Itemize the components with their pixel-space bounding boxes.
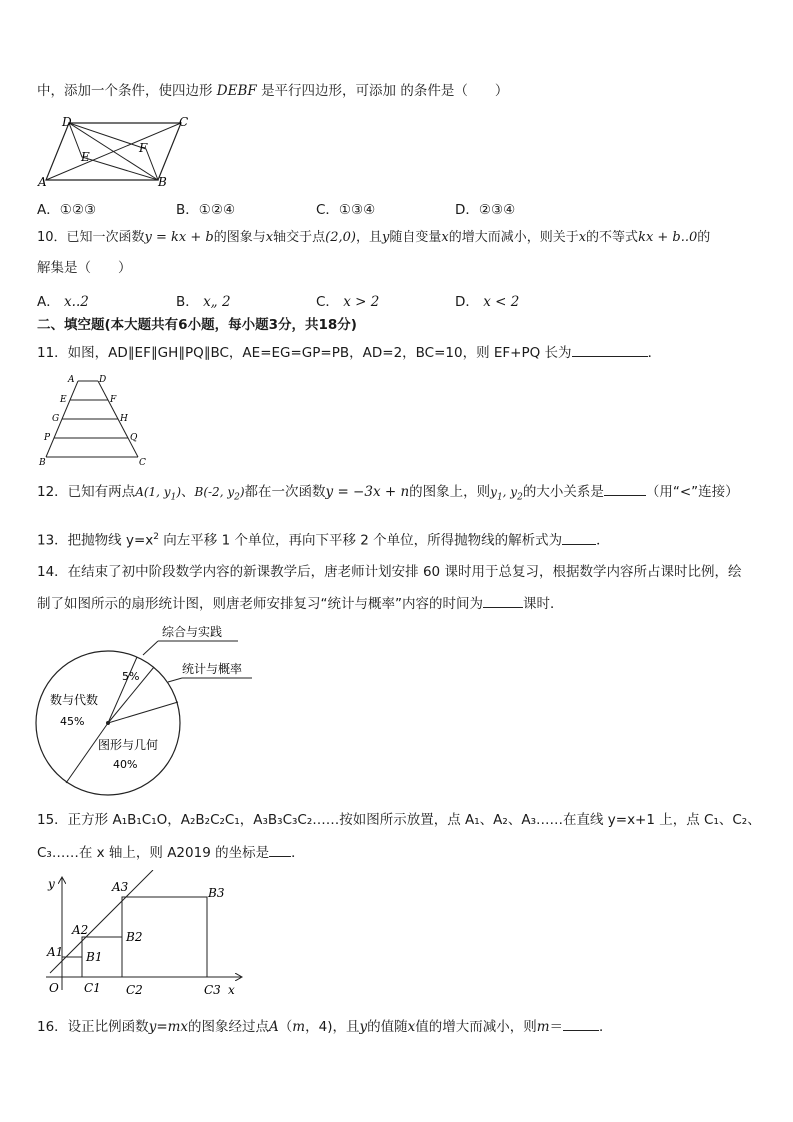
- pie-divider-4: [66, 723, 108, 783]
- label-a2: A2: [72, 923, 89, 937]
- q16-answer-blank[interactable]: [563, 1016, 599, 1031]
- q16-b: 的图象经过点: [188, 1019, 270, 1035]
- q10-opt-a-math: x..2: [64, 294, 89, 310]
- q12-p2s: 2: [234, 492, 240, 503]
- pie-divider-3: [108, 702, 178, 723]
- q12-vcomma: , y: [502, 485, 518, 499]
- label-b3: B3: [208, 886, 225, 900]
- q13-stem: [37, 528, 610, 550]
- label-g: G: [52, 414, 60, 424]
- q10-y1: y: [381, 230, 390, 245]
- sector-label-practice: 综合与实践: [162, 625, 223, 639]
- q10-option-b: [176, 290, 231, 310]
- label-a: A: [68, 375, 75, 385]
- label-c3: C3: [204, 983, 221, 997]
- label-q: Q: [130, 433, 138, 443]
- sector-pct-practice: 5%: [122, 670, 140, 683]
- q12-e: （用“<”连接）: [645, 484, 739, 500]
- q14-line2: [37, 593, 564, 613]
- q14-pie-chart: [30, 620, 280, 805]
- q12-func: y = −3x + n: [325, 484, 410, 500]
- sector-pct-geometry: 40%: [113, 758, 138, 771]
- square-1: [62, 957, 82, 977]
- q9-figure: [36, 112, 206, 192]
- q11-end: ．: [647, 345, 662, 361]
- q10-x2: x: [441, 230, 449, 245]
- q10-x1: x: [265, 230, 274, 245]
- q11-text: 11．如图，AD∥EF∥GH∥PQ∥BC，AE=EG=GP=PB，AD=2，BC=10，则 EF+PQ 长为: [37, 345, 572, 361]
- q12-c: 的图象上，则: [409, 484, 491, 500]
- label-b1: B1: [86, 950, 103, 964]
- q15-answer-blank[interactable]: [269, 842, 291, 857]
- q16-pt-b: （: [278, 1019, 293, 1035]
- q12-p1s: 1: [170, 492, 177, 503]
- q13-answer-blank[interactable]: [562, 530, 596, 545]
- q10-g: 的不等式: [586, 230, 639, 245]
- q10-h: 的: [697, 230, 711, 245]
- label-b: B: [158, 175, 167, 189]
- q12-v: y: [490, 485, 497, 499]
- q15-line1: 15．正方形 A₁B₁C₁O，A₂B₂C₂C₁，A₃B₃C₃C₂……按如图所示放置，点 A₁、A₂、A₃……在直线 y=x+1 上，点 C₁、C₂、: [37, 812, 761, 828]
- label-a: A: [38, 175, 47, 189]
- pie-divider-2: [108, 657, 140, 723]
- q12-vs1: 1: [496, 492, 503, 503]
- label-f: F: [110, 395, 117, 405]
- q10-option-a: [37, 290, 89, 310]
- label-f: F: [139, 141, 148, 155]
- q13-b: 向左平移 1 个单位，再向下平移 2 个单位，所得抛物线的解析式为: [159, 532, 563, 549]
- q9-stem: [37, 82, 508, 100]
- label-x: x: [228, 983, 235, 997]
- q10-stem: [37, 229, 710, 247]
- sector-label-algebra: 数与代数: [50, 693, 99, 707]
- leader-2: [168, 678, 182, 682]
- q9-option-b: B．①②④: [176, 202, 236, 218]
- q10-f: 的增大而减小，则关于: [448, 230, 579, 245]
- q9-stem-b: 是平行四边形，可添加 的条件是（ ）: [261, 83, 509, 99]
- q12-a: 12．已知有两点: [37, 484, 136, 500]
- q10-e: 随自变量: [389, 230, 442, 245]
- q14-line2a: 制了如图所示的扇形统计图，则唐老师安排复习“统计与概率”内容的时间为: [37, 596, 483, 612]
- q11-stem: [37, 342, 661, 362]
- q16-end: ．: [599, 1019, 613, 1035]
- q10-opt-b-prefix: B．: [176, 294, 199, 310]
- q16-m: m: [292, 1019, 306, 1035]
- sector-label-geometry: 图形与几何: [98, 738, 159, 752]
- q16-a: 16．设正比例函数: [37, 1019, 149, 1035]
- q9-stem-a: 中，添加一个条件，使四边形: [37, 83, 213, 99]
- q12-p1: A(1, y: [135, 485, 171, 499]
- q10-point: (2,0): [325, 230, 356, 245]
- q16-c: 的值随: [367, 1019, 408, 1035]
- q15-figure: [36, 870, 256, 1000]
- q9-option-a: A．①②③: [37, 202, 97, 218]
- label-h: H: [120, 414, 128, 424]
- q10-opt-c-prefix: C．: [316, 294, 339, 310]
- q12-d: 的大小关系是: [522, 484, 604, 500]
- q9-option-d: D．②③④: [455, 202, 516, 218]
- q12-vs2: 2: [517, 492, 523, 503]
- q13-sup: 2: [153, 532, 159, 542]
- q10-opt-d-math: x < 2: [483, 294, 520, 310]
- label-a1: A1: [47, 945, 64, 959]
- q11-figure: [36, 372, 156, 467]
- q10-a: 10．已知一次函数: [37, 230, 145, 245]
- q10-option-d: [455, 290, 519, 310]
- q16-e: ＝: [549, 1019, 564, 1035]
- label-y: y: [48, 877, 55, 891]
- q11-answer-blank[interactable]: [572, 342, 648, 357]
- q14-answer-blank[interactable]: [483, 593, 523, 608]
- q10-d: ，且: [355, 230, 382, 245]
- q10-opt-b-math: x„ 2: [203, 294, 231, 310]
- label-c: C: [139, 458, 146, 467]
- label-e: E: [81, 150, 90, 164]
- q12-p1e: ): [176, 485, 181, 499]
- q12-stem: [37, 481, 739, 506]
- line-ac: [46, 123, 181, 180]
- q9-var: DEBF: [216, 83, 257, 99]
- pie-center: [106, 721, 110, 725]
- q12-p2: B(-2, y: [194, 485, 235, 499]
- q10-opt-c-math: x > 2: [343, 294, 380, 310]
- q12-sep: 、: [181, 484, 195, 500]
- q9-option-c: C．①③④: [316, 202, 376, 218]
- q10-line2: 解集是（ ）: [37, 260, 132, 276]
- q12-p2e: ): [239, 485, 245, 499]
- section-2-title: 二、填空题(本大题共有6小题，每小题3分，共18分): [37, 317, 357, 333]
- label-c: C: [179, 115, 189, 129]
- q12-b: 都在一次函数: [244, 484, 326, 500]
- q10-func: y = kx + b: [144, 230, 214, 245]
- q12-answer-blank[interactable]: [604, 481, 646, 496]
- q13-a: 13．把抛物线 y=x: [37, 532, 154, 549]
- q15-line2a: C₃……在 x 轴上，则 A2019 的坐标是: [37, 845, 270, 861]
- q10-opt-d-prefix: D．: [455, 294, 479, 310]
- q10-c: 轴交于点: [273, 230, 326, 245]
- q16-y: y: [359, 1019, 368, 1035]
- leader-1: [143, 641, 158, 655]
- label-e: E: [60, 395, 67, 405]
- q16-func: y=mx: [148, 1019, 189, 1035]
- q16-pt-a: A: [269, 1019, 279, 1035]
- label-d: D: [62, 115, 72, 129]
- label-c1: C1: [84, 981, 101, 995]
- q16-m2: m: [536, 1019, 550, 1035]
- q10-ineq: kx + b..0: [638, 230, 698, 245]
- sector-label-statistics: 统计与概率: [182, 662, 243, 676]
- q10-b: 的图象与: [213, 230, 266, 245]
- q16-x: x: [407, 1019, 416, 1035]
- label-b: B: [39, 458, 46, 467]
- sector-pct-algebra: 45%: [60, 715, 85, 728]
- q15-line2b: ．: [291, 845, 305, 861]
- label-o: O: [49, 981, 59, 995]
- label-d: D: [99, 375, 107, 385]
- q16-pt-c: ，4)，且: [305, 1019, 360, 1035]
- q16-d: 值的增大而减小，则: [415, 1019, 537, 1035]
- label-b2: B2: [126, 930, 143, 944]
- q15-line2: [37, 842, 305, 862]
- q13-end: ．: [596, 532, 610, 549]
- q10-x3: x: [578, 230, 587, 245]
- label-p: P: [44, 433, 51, 443]
- label-a3: A3: [112, 880, 129, 894]
- q10-option-c: [316, 290, 379, 310]
- label-c2: C2: [126, 983, 143, 997]
- q14-line2b: 课时．: [523, 596, 564, 612]
- q14-line1: 14．在结束了初中阶段数学内容的新课教学后，唐老师计划安排 60 课时用于总复习，根据数学内容所占课时比例，绘: [37, 564, 742, 580]
- q16-stem: [37, 1016, 613, 1036]
- q10-opt-a-prefix: A．: [37, 294, 60, 310]
